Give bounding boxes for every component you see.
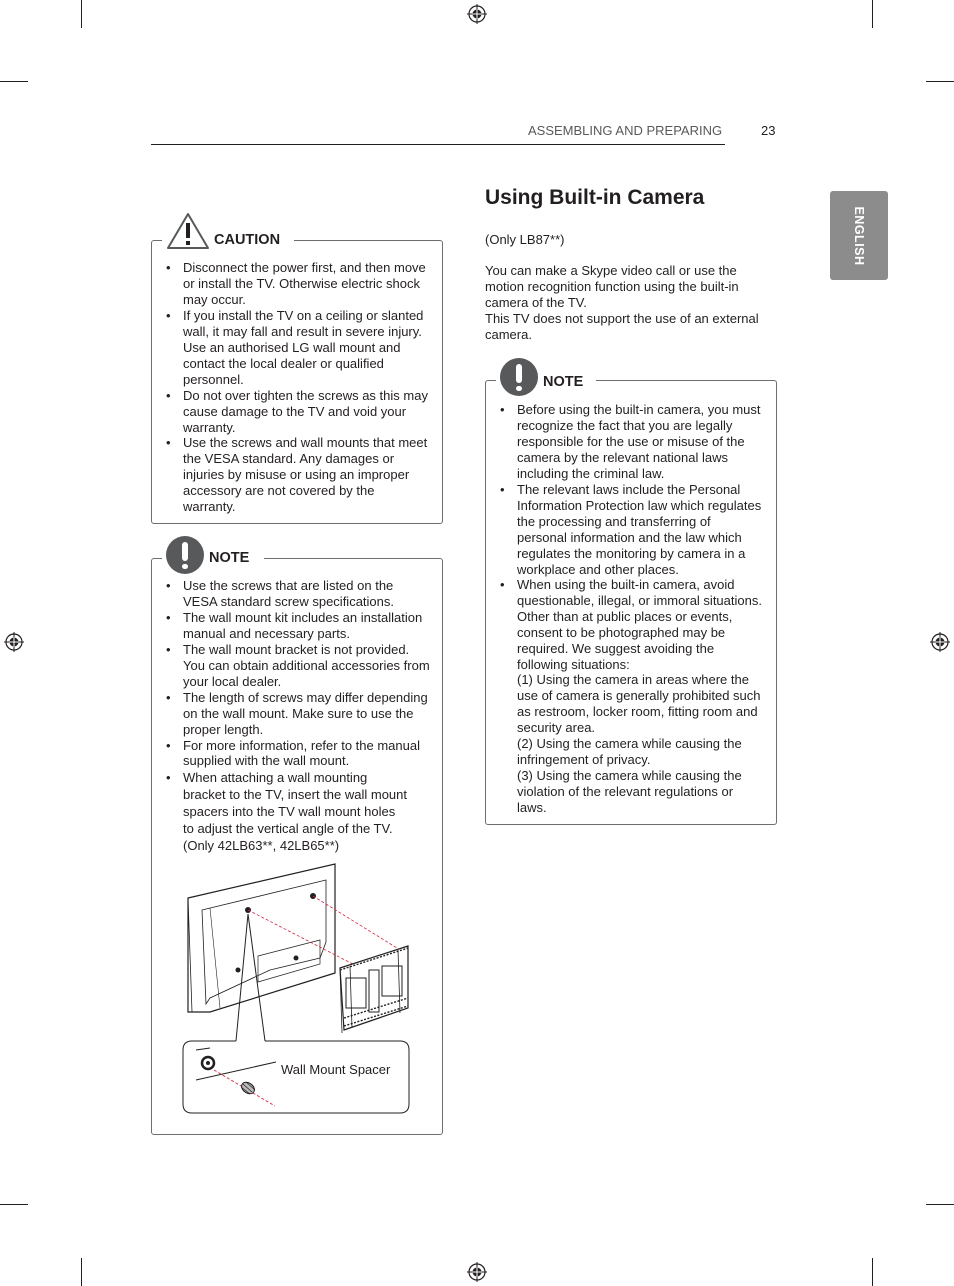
list-item: • When attaching a wall mounting bracket to the TV, insert the wall mount spacers into the TV wall mount holes to adjust the vertical angle of the TV. (Only 42LB63**, 42LB65**)	[166, 769, 408, 854]
list-item: • For more information, refer to the manual supplied with the wall mount.	[166, 738, 430, 770]
list-item: • Disconnect the power first, and then move or install the TV. Otherwise electric shock may occur.	[166, 260, 430, 308]
caution-label: CAUTION	[214, 232, 281, 248]
list-item: • The wall mount bracket is not provided. You can obtain additional accessories from your local dealer.	[166, 642, 430, 690]
section-header: ASSEMBLING AND PREPARING	[528, 123, 723, 138]
page-title: Using Built-in Camera	[485, 186, 705, 209]
list-item: • Do not over tighten the screws as this may cause damage to the TV and void your warranty.	[166, 388, 430, 436]
situation-list	[517, 672, 763, 816]
crop-mark	[0, 1204, 28, 1205]
list-item: • The relevant laws include the Personal Information Protection law which regulates the processing and transferring of personal information and the law which regulates the monitoring by camera in a workplace and other places.	[500, 482, 764, 578]
list-item: • Use the screws that are listed on the VESA standard screw specifications.	[166, 578, 430, 610]
crop-mark	[81, 1258, 82, 1286]
list-item: • The length of screws may differ depending on the wall mount. Make sure to use the proper length.	[166, 690, 430, 738]
crop-mark	[0, 81, 28, 82]
wall-mount-illustration	[180, 858, 420, 1118]
list-item: • Before using the built-in camera, you must recognize the fact that you are legally responsible for the use or misuse of the camera by the relevant national laws including the criminal law.	[500, 402, 764, 482]
list-item: • The wall mount kit includes an installation manual and necessary parts.	[166, 610, 430, 642]
list-item: • When using the built-in camera, avoid questionable, illegal, or immoral situations. Other than at public places or events, consent to be photographed may be required. We suggest avoiding the following situations:	[500, 577, 764, 673]
caution-warning-icon	[166, 212, 210, 250]
situation-item: (1) Using the camera in areas where the use of camera is generally prohibited such as restroom, locker room, fitting room and security area.	[517, 672, 761, 735]
camera-paragraph: You can make a Skype video call or use the motion recognition function using the built-in camera of the TV.	[485, 263, 739, 310]
note-info-icon	[500, 358, 538, 396]
situation-item: (3) Using the camera while causing the violation of the relevant regulations or laws.	[517, 767, 742, 815]
model-note: (Only LB87**)	[485, 232, 565, 247]
wall-mount-spacer-label: Wall Mount Spacer	[281, 1062, 391, 1077]
registration-mark-icon	[467, 4, 487, 24]
crop-mark	[872, 0, 873, 28]
note-info-icon	[166, 536, 204, 574]
note-list-right	[500, 402, 764, 673]
language-tab-label: ENGLISH	[852, 205, 866, 266]
registration-mark-icon	[930, 632, 950, 652]
registration-mark-icon	[4, 632, 24, 652]
page-number: 23	[761, 123, 776, 138]
registration-mark-icon	[467, 1262, 487, 1282]
crop-mark	[926, 81, 954, 82]
note-label-left: NOTE	[209, 550, 250, 566]
crop-mark	[926, 1204, 954, 1205]
note-label-right: NOTE	[543, 374, 584, 390]
situation-item: (2) Using the camera while causing the infringement of privacy.	[517, 735, 742, 767]
caution-list	[166, 260, 430, 515]
crop-mark	[872, 1258, 873, 1286]
note-list-left	[166, 578, 430, 854]
crop-mark	[81, 0, 82, 28]
header-rule	[151, 144, 725, 145]
list-item: • Use the screws and wall mounts that meet the VESA standard. Any damages or injuries by misuse or using an improper accessory are not covered by the warranty.	[166, 435, 430, 515]
camera-paragraph: This TV does not support the use of an external camera.	[485, 311, 759, 342]
language-tab	[830, 191, 888, 280]
list-item: • If you install the TV on a ceiling or slanted wall, it may fall and result in severe injury. Use an authorised LG wall mount and contact the local dealer or qualified personnel.	[166, 308, 430, 388]
